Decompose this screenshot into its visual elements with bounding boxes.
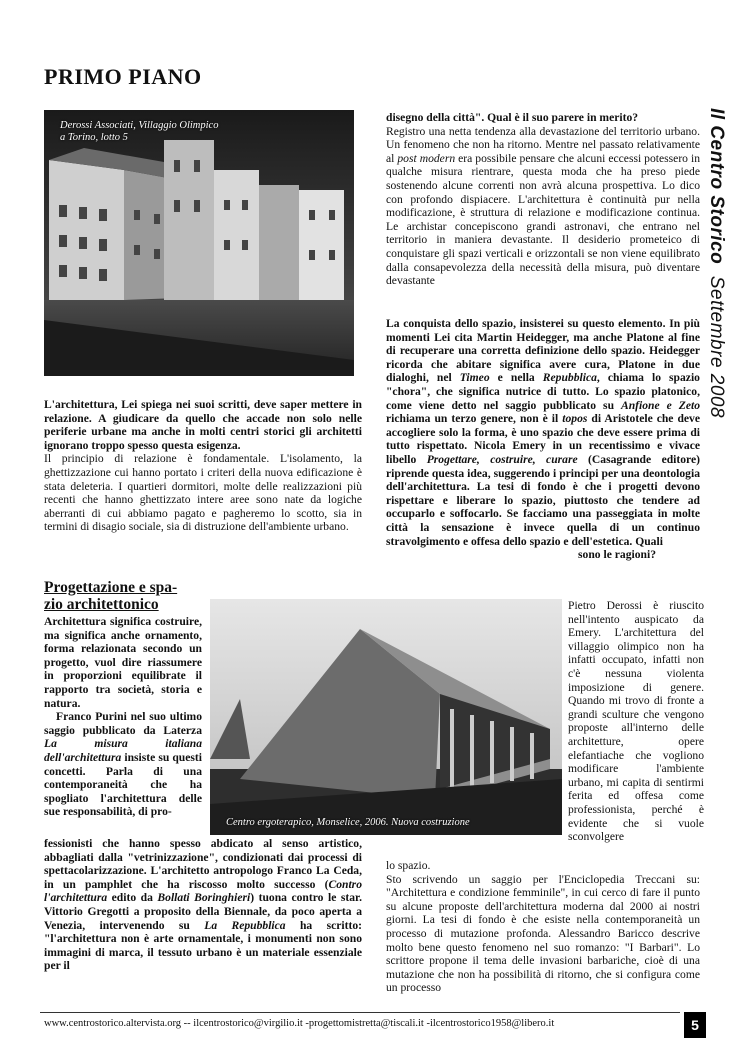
right-mid-p7: sono le ragioni? (578, 548, 656, 562)
right-answer-em: post modern (397, 151, 456, 165)
photo1-caption-line2: a Torino, lotto 5 (60, 132, 128, 143)
right-mid-book: Progettare, costruire, curare (426, 452, 578, 466)
left-col-q2a: Franco Purini nel suo ultimo saggio pubblicato da Laterza (44, 710, 202, 737)
page-number: 5 (684, 1012, 706, 1038)
subheading-line2: zio architettonico (44, 596, 159, 613)
bottom-right-text (386, 859, 700, 995)
bottom-left-text (44, 837, 362, 973)
bottom-left-em2: Bollati Boringhieri (157, 891, 251, 905)
bottom-left-d: ha scritto: "l'architettura non è arte ornamentale, i monumenti non sono immagini di marca, il tessuto urbano è un materiale essenziale per il (44, 918, 362, 973)
subheading-line1: Progettazione e spa- (44, 579, 178, 596)
bottom-left-em3: La Repubblica (204, 918, 286, 932)
photo1-caption-line1: Derossi Associati, Villaggio Olimpico (60, 120, 219, 131)
left-col-q2em: La misura italiana dell'architettura (44, 737, 202, 764)
right-column-text: Pietro Derossi è riuscito nell'intento auspicato da Emery. L'architettura del villaggio olimpico non ha infatti occupato, infatti non c'è nessuna violenta imposizione di genere. Quando mi trovo di fronte a grandi sculture che vengono proposte all'interno delle architetture, opere elefantiache che vogliono modificare l'ambiente urbano, mi capita di sentirmi ferita ed offesa come professionista, perché è evidente che si vuole sconvolgere (568, 599, 704, 844)
sidebar-masthead (705, 108, 727, 428)
subheading (44, 579, 214, 613)
left-column-text (44, 615, 202, 819)
right-mid-p1: La conquista dello spazio, insisterei su questo elemento. In più momenti Lei cita Martin Heidegger, ma anche Platone al fine di recuperare una corretta definizione dello spazio. Heidegger ricorda che abitare significa avere cura, Platone in due dialoghi, nel (386, 317, 700, 385)
right-answer-b: era possibile pensare che alcuni eccessi potessero in qualche misura rientrare, questa moda che ha preso piede sostenendo alcune correnti non avrà alcuna prospettiva. Lo dico con profondo dispiacere. L'architettura è continuità pur nella modificazione, è struttura di relazione e modificazione continua. Le archistar concepiscono grandi astronavi, che entrano nel territorio in maniera devastante. Il desiderio prometeico di conquistare gli spazi verticali e orizzontali se non viene equilibrato dalla consapevolezza della necessità della misura, può diventare devastante (386, 151, 700, 288)
left-col-q2b: insiste su questi concetti. Parla di una contemporaneità che ha spogliato l'architettura delle sue responsabilità, di pro- (44, 750, 202, 819)
bottom-left-a: fessionisti che hanno spesso abdicato al senso artistico, abbagliati dalla "vetrinizzazione", condizionati dai processi di spettacolarizzazione. L'architetto antropologo Franco La Ceda, in un pamphlet che ha riscosso molto successo ( (44, 837, 362, 891)
footer-divider (40, 1012, 680, 1013)
right-answer-a: Registro una netta tendenza alla devastazione del territorio urbano. Un fenomeno che non ha ritorno. Mentre nel passato relativamente al (386, 124, 700, 165)
footer-contacts: www.centrostorico.altervista.org -- ilcentrostorico@virgilio.it -progettomistretta@tiscali.it -ilcentrostorico1958@libero.it (44, 1018, 555, 1029)
right-question-end: disegno della città". Qual è il suo parere in merito? (386, 111, 639, 124)
right-mid-p5: di Aristotele che deve accogliere solo la forma, è uno spazio che deve essere prima di tutto rispettato. Nicola Emery in un recentissimo e vivace libello (386, 412, 700, 466)
bottom-left-b: edito da (107, 891, 158, 905)
issue-date: Settembre 2008 (706, 275, 727, 419)
left-question: L'architettura, Lei spiega nei suoi scritti, deve saper mettere in relazione. A giudicare da quello che accade non solo nelle periferie urbane ma anche in molti centri storici gli architetti ignorano troppo spesso questa esigenza. (44, 398, 362, 452)
right-mid-text (386, 317, 700, 562)
right-mid-repubblica: Repubblica (542, 371, 597, 385)
bottom-left-c: ) tuona contro le star. Vittorio Gregotti a proposito della Biennale, da poco aperta a Venezia, intervenendo su (44, 891, 363, 932)
buildings-illustration (44, 110, 354, 376)
left-answer: Il principio di relazione è fondamentale. L'isolamento, la ghettizzazione cui hanno portato i criteri della nuova edificazione è stata deleteria. I quartieri dormitori, molte delle realizzazioni più recenti che hanno ghettizzato intere aree sono nate da logiche aberranti di cui abbiamo pagato e pagheremo lo scotto, sia in termini di disagio sociale, sia di distruzione dell'ambiente urbano. (44, 452, 362, 534)
right-top-text (386, 111, 700, 288)
section-title: PRIMO PIANO (44, 64, 202, 89)
right-mid-topos: topos (562, 412, 588, 426)
bottom-right-b: Sto scrivendo un saggio per l'Enciclopedia Treccani su: "Architettura e condizione femminile", in cui cerco di fare il punto su alcune proposte dell'architettura moderna dal 2000 ai nostri giorni. La tesi di fondo è che esiste nella contemporaneità un processo di mutazione profonda. Alessandro Baricco descrive molto bene questo fenomeno nel suo romanzo: "I Barbari". Lo scrittore propone il tema delle invasioni barbariche, cioè di una mutazione che non ha possibilità di ritorno, che si configura come un processo (386, 872, 700, 995)
magazine-name: Il Centro Storico (706, 108, 727, 265)
left-col-q: Architettura significa costruire, ma significa anche ornamento, forma relazionata secondo un progetto, vuol dire riassumere in proporzioni equilibrate il rapporto tra società, storia e natura. (44, 615, 202, 710)
right-mid-p3: , chiama lo spazio "chora", che significa nutrice di tutto. Lo spazio platonico, come viene detto nel saggio pubblicato su (386, 371, 700, 412)
photo-centro-ergoterapico (210, 599, 562, 835)
right-mid-anfione: Anfione e Zeto (621, 398, 701, 412)
ergoterapico-illustration (210, 599, 562, 835)
left-top-text (44, 398, 362, 534)
right-mid-p4: richiama un terzo genere, non è il (386, 412, 563, 426)
photo-villaggio-olimpico (44, 110, 354, 376)
bottom-right-a: lo spazio. (386, 859, 431, 872)
bottom-left-em1: Contro l'architettura (44, 877, 362, 905)
right-mid-p6: (Casagrande editore) riprende questa idea, suggerendo i principi per una deontologia dell'architettura. La tesi di fondo è che i progetti devono rispettare e liberare lo spazio, piuttosto che tendere ad occuparlo e soffocarlo. Se facciamo una passeggiata in molte città la sensazione è invece quella di un continuo stravolgimento e offesa dello spazio e dell'estetica. Quali (386, 452, 700, 548)
right-mid-timeo: Timeo (459, 371, 490, 385)
right-mid-p2: e nella (489, 371, 543, 385)
photo2-caption: Centro ergoterapico, Monselice, 2006. Nuova costruzione (226, 817, 470, 828)
